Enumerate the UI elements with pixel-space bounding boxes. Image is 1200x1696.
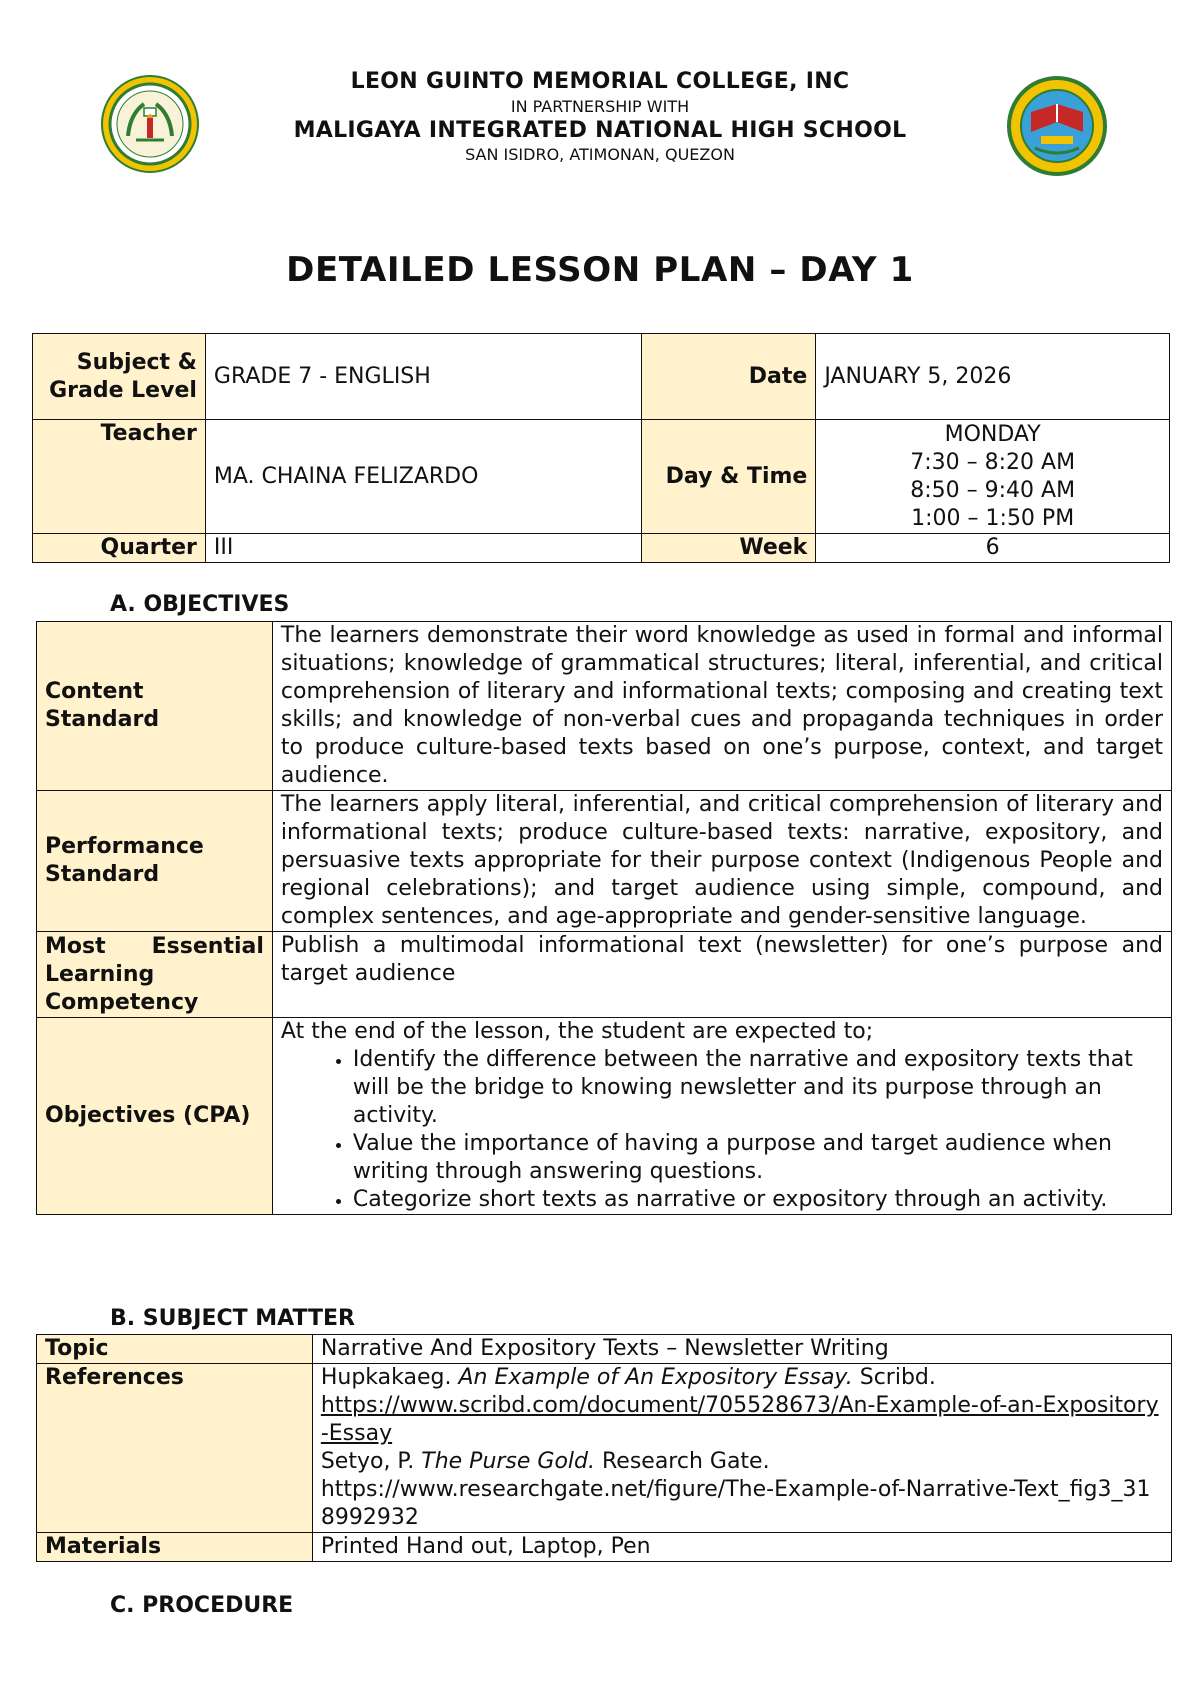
materials-value: Printed Hand out, Laptop, Pen (312, 1533, 1171, 1562)
materials-label: Materials (37, 1533, 313, 1562)
document-header (0, 68, 1200, 165)
date-label: Date (642, 334, 816, 420)
performance-standard-text: The learners apply literal, inferential, and critical comprehension of literary and informational texts; produce culture-based texts: narrative, expository, and persuasive texts appropriate for their purpose context (Indigenous People and regional celebrations); and target audience using simple, compound, and complex sentences, and age-appropriate and gender-sensitive language. (272, 791, 1171, 932)
subject-matter-table (36, 1334, 1172, 1562)
list-item: • Value the importance of having a purpose and target audience when writing through answering questions. (353, 1130, 1163, 1186)
subject-matter-heading: B. SUBJECT MATTER (110, 1306, 355, 1331)
ref-author: Hupkakaeg. (320, 1365, 459, 1390)
melc-text: Publish a multimodal informational text (newsletter) for one’s purpose and target audience (272, 932, 1171, 1018)
week-label: Week (642, 534, 816, 563)
objectives-table (36, 621, 1172, 1215)
ref-author: Setyo, P. (320, 1449, 422, 1474)
lesson-info-table (32, 333, 1170, 563)
topic-label: Topic (37, 1335, 313, 1364)
date-value: JANUARY 5, 2026 (816, 334, 1170, 420)
quarter-label: Quarter (33, 534, 206, 563)
reference-1 (321, 1364, 1163, 1392)
list-item: • Categorize short texts as narrative or expository through an activity. (353, 1186, 1163, 1214)
time-slot: 7:30 – 8:20 AM (910, 449, 1076, 475)
ref-source: Scribd. (852, 1365, 936, 1390)
ref-title: An Example of An Expository Essay. (458, 1365, 853, 1390)
daytime-value (816, 420, 1170, 534)
reference-1-link[interactable]: https://www.scribd.com/document/705528673/An-Example-of-an-Expository-Essay (320, 1393, 1159, 1446)
partnership-line: IN PARTNERSHIP WITH (510, 97, 690, 116)
content-standard-text: The learners demonstrate their word knowledge as used in formal and informal situations; knowledge of grammatical structures; literal, inferential, and critical comprehension of literary and informational texts; composing and creating text skills; and knowledge of non-verbal cues and propaganda techniques in order to produce culture-based texts based on one’s purpose, context, and target audience. (272, 622, 1171, 791)
content-standard-label: Content Standard (37, 622, 273, 791)
ref-title: The Purse Gold. (421, 1449, 595, 1474)
procedure-heading: C. PROCEDURE (110, 1593, 294, 1618)
ref-source: Research Gate. (595, 1449, 770, 1474)
time-slot: 1:00 – 1:50 PM (911, 505, 1075, 531)
subject-label: Subject & Grade Level (33, 334, 206, 420)
teacher-value: MA. CHAINA FELIZARDO (205, 420, 642, 534)
week-value: 6 (816, 534, 1170, 563)
day-value: MONDAY (944, 421, 1041, 447)
quarter-value: III (205, 534, 642, 563)
cpa-label: Objectives (CPA) (37, 1018, 273, 1215)
performance-standard-label: Performance Standard (37, 791, 273, 932)
teacher-label: Teacher (33, 420, 206, 534)
references-label: References (37, 1364, 313, 1533)
subject-value: GRADE 7 - ENGLISH (205, 334, 642, 420)
objectives-heading: A. OBJECTIVES (110, 592, 290, 617)
reference-2 (321, 1448, 1163, 1476)
reference-2-url: https://www.researchgate.net/figure/The-Example-of-Narrative-Text_fig3_318992932 (320, 1477, 1151, 1530)
topic-value: Narrative And Expository Texts – Newsletter Writing (312, 1335, 1171, 1364)
daytime-label: Day & Time (642, 420, 816, 534)
time-slot: 8:50 – 9:40 AM (910, 477, 1076, 503)
cpa-list (281, 1046, 1163, 1214)
page-title: DETAILED LESSON PLAN – DAY 1 (286, 250, 914, 290)
melc-label: Most Essential Learning Competency (37, 932, 273, 1018)
school-name: MALIGAYA INTEGRATED NATIONAL HIGH SCHOOL (293, 118, 907, 143)
references-cell (312, 1364, 1171, 1533)
institution-name: LEON GUINTO MEMORIAL COLLEGE, INC (350, 69, 850, 94)
list-item: • Identify the difference between the narrative and expository texts that will be the bridge to knowing newsletter and its purpose through an activity. (353, 1046, 1163, 1130)
school-address: SAN ISIDRO, ATIMONAN, QUEZON (465, 145, 735, 164)
cpa-cell (272, 1018, 1171, 1215)
cpa-intro: At the end of the lesson, the student are expected to; (280, 1019, 874, 1044)
